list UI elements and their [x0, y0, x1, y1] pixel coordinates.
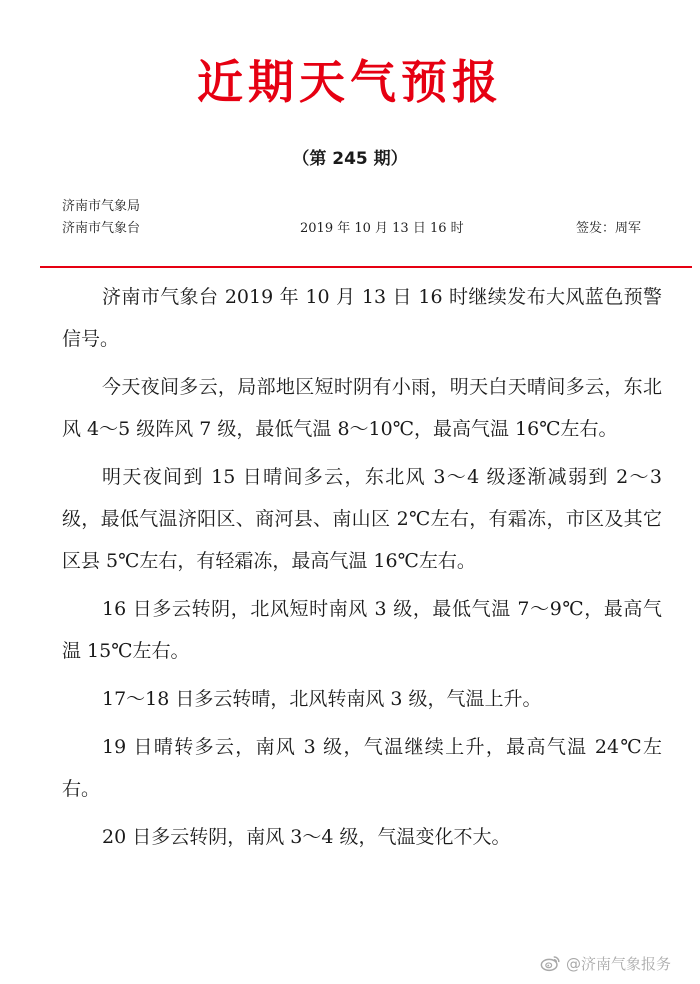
paragraph-tomorrow-night: 明天夜间到 15 日晴间多云，东北风 3～4 级逐渐减弱到 2～3 级，最低气温济阳区、商河县、南山区 2℃左右，有霜冻，市区及其它区县 5℃左右，有轻霜冻，最高气温 16℃左右。	[62, 466, 662, 572]
signer: 签发：周军	[576, 221, 642, 236]
issuer-bureau: 济南市气象局	[62, 199, 141, 214]
watermark-text: @济南气象报务	[566, 954, 672, 973]
issue-date: 2019 年 10 月 13 日 16 时	[300, 221, 464, 236]
paragraph-day-20: 20 日多云转阴，南风 3～4 级，气温变化不大。	[102, 826, 511, 848]
paragraph-day-19: 19 日晴转多云，南风 3 级，气温继续上升，最高气温 24℃左右。	[62, 736, 662, 800]
page-title: 近期天气预报	[197, 55, 503, 109]
forecast-body	[62, 276, 662, 864]
issuer-station: 济南市气象台	[62, 221, 141, 236]
watermark	[540, 950, 671, 976]
paragraph-today: 今天夜间多云，局部地区短时阴有小雨，明天白天晴间多云，东北风 4～5 级阵风 7 级，最低气温 8～10℃，最高气温 16℃左右。	[62, 376, 662, 440]
issue-number: （第 245 期）	[292, 149, 408, 169]
paragraph-day-17-18: 17～18 日多云转晴，北风转南风 3 级，气温上升。	[102, 688, 542, 710]
paragraph-day-16: 16 日多云转阴，北风短时南风 3 级，最低气温 7～9℃，最高气温 15℃左右。	[62, 598, 662, 662]
header-divider	[40, 266, 692, 268]
paragraph-warning: 济南市气象台 2019 年 10 月 13 日 16 时继续发布大风蓝色预警信号。	[62, 286, 662, 350]
weibo-icon	[540, 952, 562, 974]
